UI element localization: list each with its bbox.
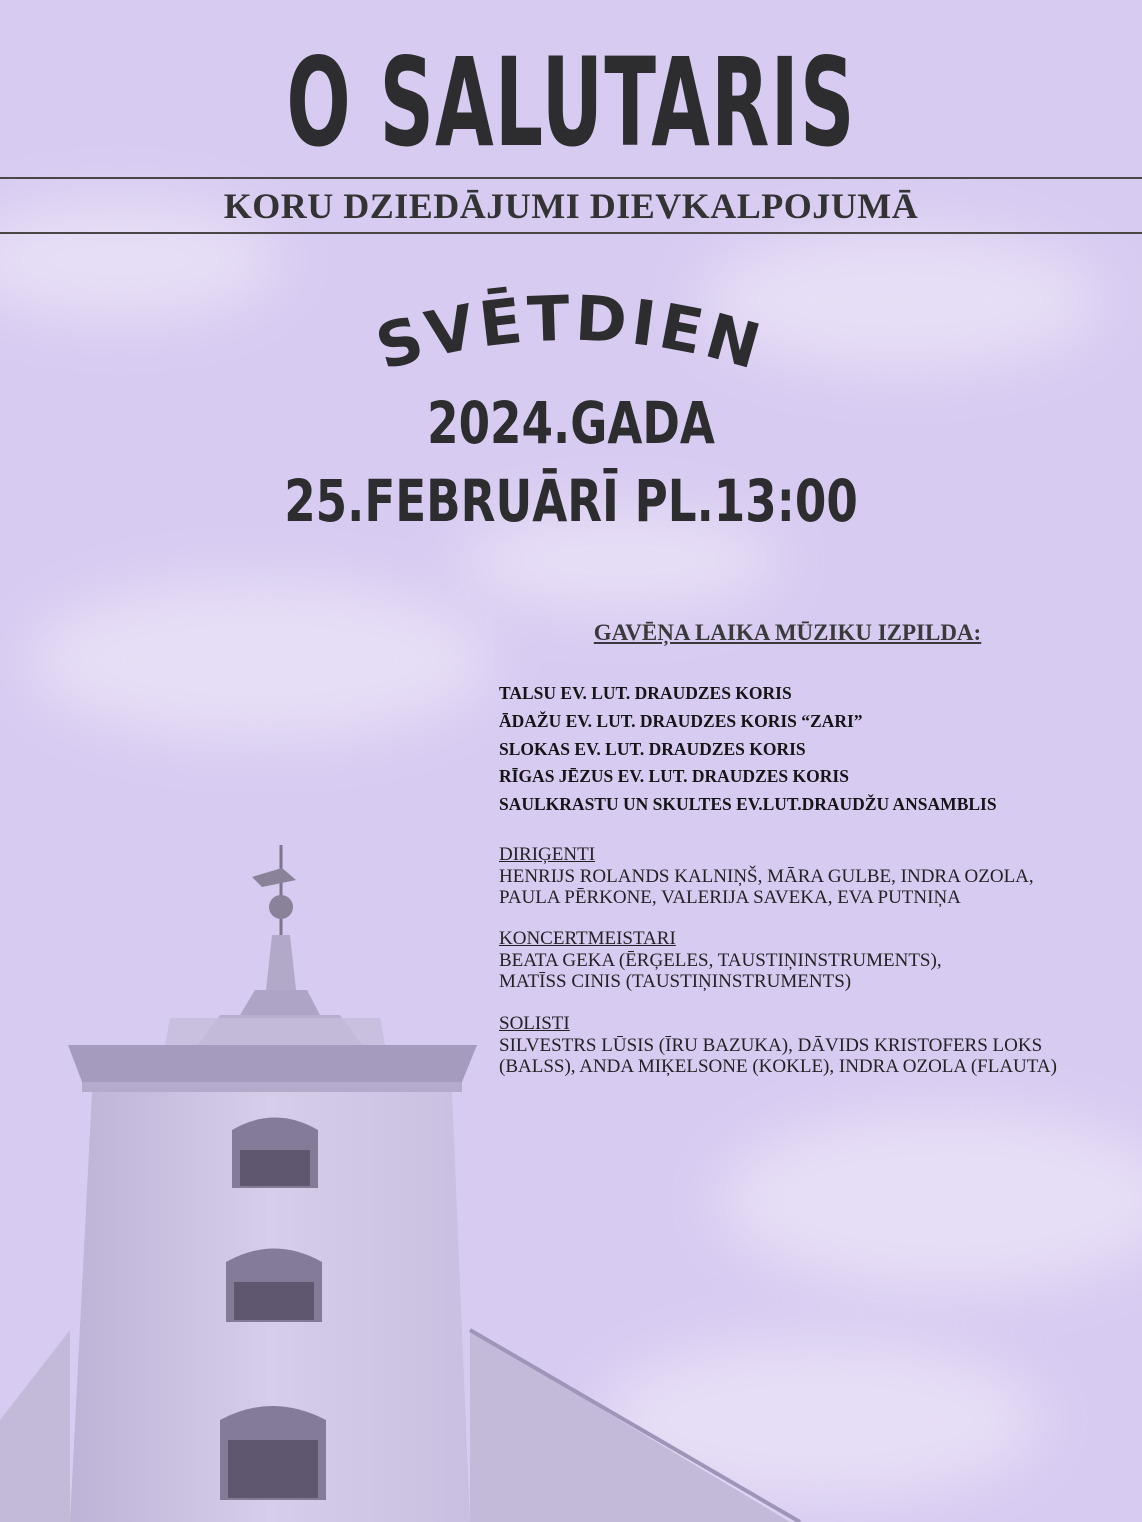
list-item: SLOKAS EV. LUT. DRAUDZES KORIS [499,738,806,759]
soloists-label: SOLISTI [499,1013,570,1034]
list-item: ĀDAŽU EV. LUT. DRAUDZES KORIS “ZARI” [499,710,863,731]
poster-subtitle: KORU DZIEDĀJUMI DIEVKALPOJUMĀ [223,186,919,226]
accompanists-line: BEATA GEKA (ĒRĢELES, TAUSTIŅINSTRUMENTS), [499,949,942,971]
title-rule-top [0,177,1142,179]
list-item: RĪGAS JĒZUS EV. LUT. DRAUDZES KORIS [499,766,849,787]
poster-title: O SALUTARIS [286,32,856,174]
soloists-line: (BALSS), ANDA MIĶELSONE (KOKLE), INDRA OZOLA (FLAUTA) [499,1056,1057,1077]
title-rule-bottom [0,232,1142,234]
soloists-section [499,1013,1057,1078]
soloists-line: SILVESTRS LŪSIS (ĪRU BAZUKA), DĀVIDS KRISTOFERS LOKS [499,1034,1043,1056]
list-item: TALSU EV. LUT. DRAUDZES KORIS [499,683,792,703]
date-time-line: 25.FEBRUĀRĪ PL.13:00 [284,467,858,535]
accompanists-label: KONCERTMEISTARI [499,928,676,949]
conductors-line: HENRIJS ROLANDS KALNIŅŠ, MĀRA GULBE, INDRA OZOLA, [499,865,1034,887]
conductors-section [499,844,1034,909]
list-item: SAULKRASTU UN SKULTES EV.LUT.DRAUDŽU ANSAMBLIS [499,794,997,815]
day-label: SVĒTDIEN [368,281,772,385]
conductors-line: PAULA PĒRKONE, VALERIJA SAVEKA, EVA PUTNIŅA [499,887,961,908]
performers-heading: GAVĒŅA LAIKA MŪZIKU IZPILDA: [593,620,982,645]
choir-list [499,680,997,819]
svg-text:SVĒTDIEN [368,281,771,384]
conductors-label: DIRIĢENTI [499,844,596,865]
accompanists-section [499,928,942,993]
accompanists-line: MATĪSS CINIS (TAUSTIŅINSTRUMENTS) [499,971,852,992]
year-line: 2024.GADA [427,389,715,457]
